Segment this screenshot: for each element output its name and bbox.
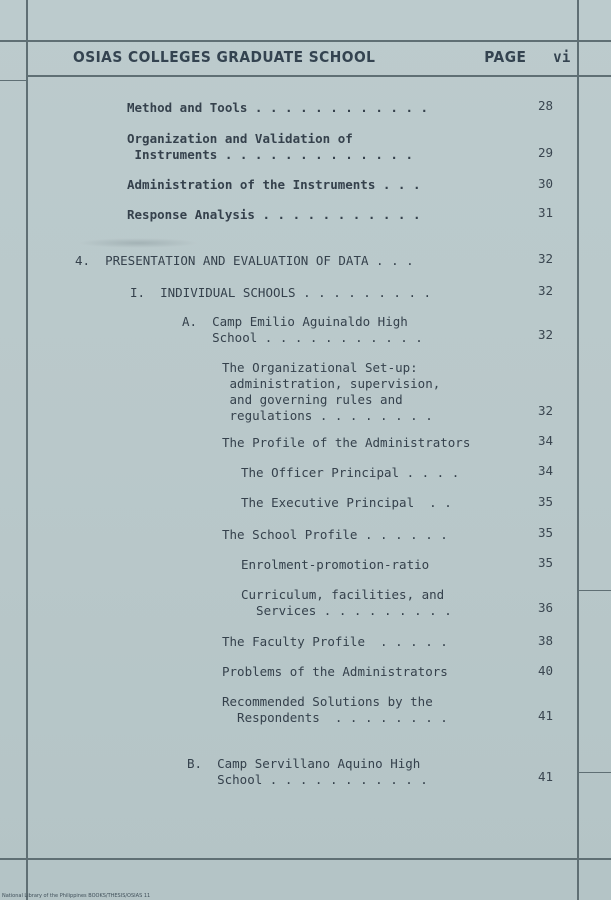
- toc-page-number: 40: [538, 663, 554, 678]
- page-label: PAGE: [484, 48, 527, 66]
- left-tick-rule: [0, 80, 26, 81]
- toc-entry: Organization and Validation of Instruments . . . . . . . . . . . . .: [127, 131, 413, 162]
- toc-page-number: 32: [538, 327, 554, 342]
- toc-entry: Curriculum, facilities, and Services . . . . . . . . .: [241, 587, 452, 618]
- page-number: vi: [553, 48, 571, 66]
- toc-entry: The Profile of the Administrators: [222, 435, 471, 450]
- toc-entry: The School Profile . . . . . .: [222, 527, 448, 542]
- toc-page-number: 32: [538, 403, 554, 418]
- toc-page-number: 35: [538, 525, 554, 540]
- toc-page-number: 36: [538, 600, 554, 615]
- toc-entry: Enrolment-promotion-ratio: [241, 557, 430, 572]
- toc-entry: Problems of the Administrators: [222, 664, 448, 679]
- toc-page-number: 28: [538, 98, 554, 113]
- toc-entry: Method and Tools . . . . . . . . . . . .: [127, 100, 429, 115]
- toc-entry: Response Analysis . . . . . . . . . . .: [127, 207, 421, 222]
- scan-footer: National Library of the Philippines BOOKS/THESIS/OSIAS 11: [2, 893, 151, 899]
- toc-entry: Recommended Solutions by the Respondents . . . . . . . .: [222, 694, 448, 725]
- toc-subsection-entry: B. Camp Servillano Aquino High School . . . . . . . . . . .: [187, 756, 428, 787]
- toc-page-number: 32: [538, 251, 554, 266]
- toc-page-number: 35: [538, 494, 554, 509]
- toc-page-number: 30: [538, 176, 554, 191]
- toc-entry: Administration of the Instruments . . .: [127, 177, 421, 192]
- left-margin-rule: [26, 0, 28, 900]
- toc-page-number: 35: [538, 555, 554, 570]
- right-tick-rule-2: [579, 772, 611, 773]
- toc-page-number: 38: [538, 633, 554, 648]
- toc-section-entry: I. INDIVIDUAL SCHOOLS . . . . . . . . .: [130, 285, 432, 300]
- toc-chapter-entry: 4. PRESENTATION AND EVALUATION OF DATA . . .: [75, 253, 414, 268]
- right-tick-rule-1: [579, 590, 611, 591]
- erased-text-smudge: [78, 238, 198, 248]
- top-rule: [0, 40, 611, 42]
- bottom-rule: [0, 858, 611, 860]
- toc-entry: The Faculty Profile . . . . .: [222, 634, 448, 649]
- toc-entry: The Organizational Set-up: administration, supervision, and governing rules and regulations . . . . . . . .: [222, 360, 441, 423]
- toc-page-number: 41: [538, 708, 554, 723]
- toc-page-number: 34: [538, 433, 554, 448]
- right-margin-rule: [577, 0, 579, 900]
- toc-subsection-entry: A. Camp Emilio Aguinaldo High School . . . . . . . . . . .: [182, 314, 423, 345]
- header-underline: [28, 75, 611, 77]
- toc-page-number: 31: [538, 205, 554, 220]
- school-name: OSIAS COLLEGES GRADUATE SCHOOL: [73, 48, 376, 66]
- toc-entry: The Officer Principal . . . .: [241, 465, 460, 480]
- toc-entry: The Executive Principal . .: [241, 495, 452, 510]
- toc-page-number: 34: [538, 463, 554, 478]
- page-header: [73, 48, 571, 70]
- toc-page-number: 32: [538, 283, 554, 298]
- toc-page-number: 29: [538, 145, 554, 160]
- toc-page-number: 41: [538, 769, 554, 784]
